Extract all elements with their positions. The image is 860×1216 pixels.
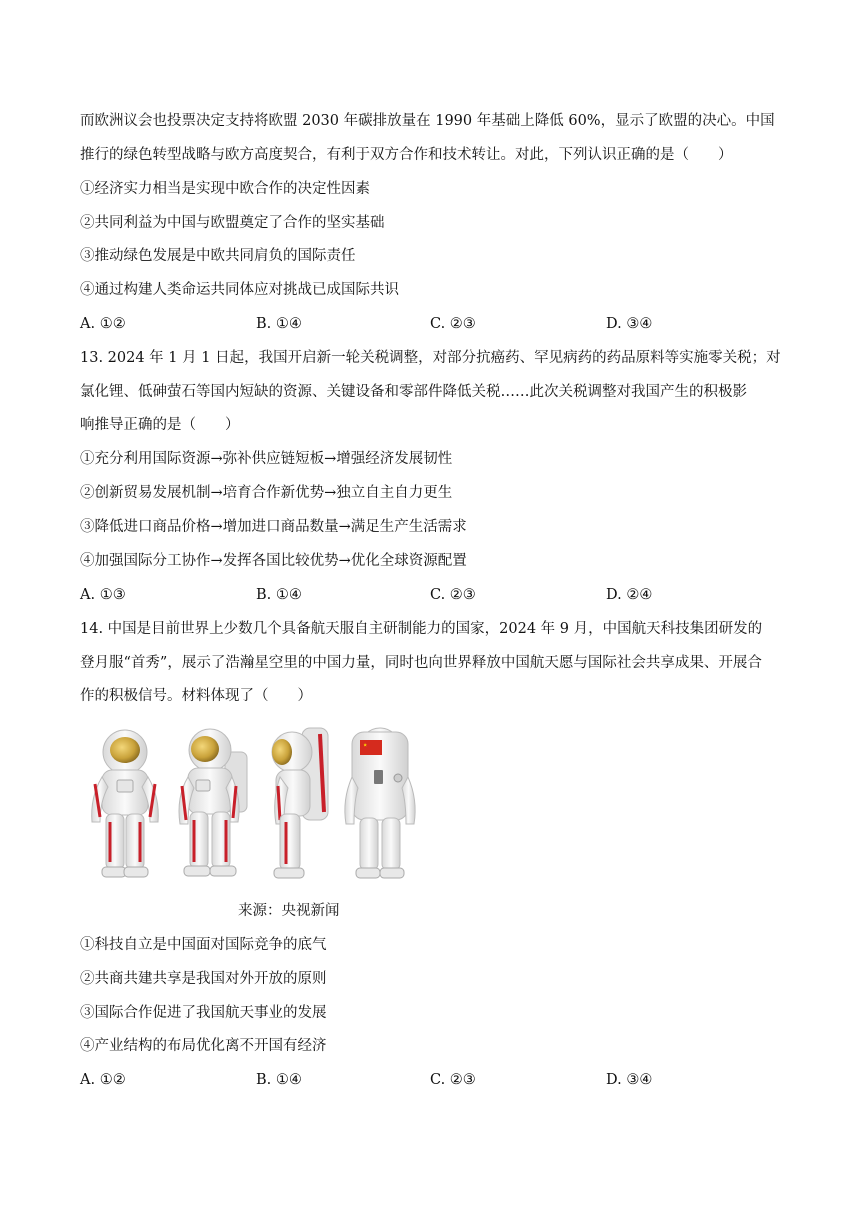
q12-stem-line-2: 推行的绿色转型战略与欧方高度契合，有利于双方合作和技术转让。对此，下列认识正确的是（ ）	[80, 147, 733, 163]
q14-item-4: ④产业结构的布局优化离不开国有经济	[80, 1038, 327, 1054]
q12-option-b[interactable]: B. ①④	[256, 316, 302, 332]
spacesuit-back-view	[345, 728, 415, 878]
q13-option-a[interactable]: A. ①③	[80, 587, 126, 603]
spacesuit-front-view	[92, 730, 159, 877]
q12-item-3: ③推动绿色发展是中欧共同肩负的国际责任	[80, 248, 356, 264]
spacesuit-figure	[80, 722, 420, 882]
q14-stem-line-3: 作的积极信号。材料体现了（ ）	[80, 688, 312, 704]
q14-options	[80, 1070, 780, 1090]
q13-item-1: ①充分利用国际资源→弥补供应链短板→增强经济发展韧性	[80, 451, 453, 467]
spacesuit-angled-view	[179, 729, 247, 876]
q14-option-b[interactable]: B. ①④	[256, 1072, 302, 1088]
q12-item-4: ④通过构建人类命运共同体应对挑战已成国际共识	[80, 282, 399, 298]
q14-item-1: ①科技自立是中国面对国际竞争的底气	[80, 937, 327, 953]
q12-option-d[interactable]: D. ③④	[606, 316, 653, 332]
q13-option-d[interactable]: D. ②④	[606, 587, 653, 603]
q14-option-a[interactable]: A. ①②	[80, 1072, 126, 1088]
q14-stem-line-2: 登月服“首秀”，展示了浩瀚星空里的中国力量，同时也向世界释放中国航天愿与国际社会共享成果、开展合	[80, 655, 762, 671]
q13-option-c[interactable]: C. ②③	[430, 587, 476, 603]
q13-stem-line-2: 氯化锂、低砷萤石等国内短缺的资源、关键设备和零部件降低关税……此次关税调整对我国产生的积极影	[80, 384, 747, 400]
q14-option-d[interactable]: D. ③④	[606, 1072, 653, 1088]
q13-stem-line-3: 响推导正确的是（ ）	[80, 417, 240, 433]
q13-item-2: ②创新贸易发展机制→培育合作新优势→独立自主自力更生	[80, 485, 453, 501]
q14-item-3: ③国际合作促进了我国航天事业的发展	[80, 1005, 327, 1021]
q13-options	[80, 585, 780, 605]
q13-item-3: ③降低进口商品价格→增加进口商品数量→满足生产生活需求	[80, 519, 467, 535]
q12-options	[80, 314, 780, 334]
q12-option-a[interactable]: A. ①②	[80, 316, 126, 332]
q14-item-2: ②共商共建共享是我国对外开放的原则	[80, 971, 327, 987]
q14-option-c[interactable]: C. ②③	[430, 1072, 476, 1088]
q14-stem-line-1: 14. 中国是目前世界上少数几个具备航天服自主研制能力的国家，2024 年 9 月，中国航天科技集团研发的	[80, 621, 763, 637]
q13-option-b[interactable]: B. ①④	[256, 587, 302, 603]
q13-stem-line-1: 13. 2024 年 1 月 1 日起，我国开启新一轮关税调整，对部分抗癌药、罕见病药的药品原料等实施零关税；对	[80, 350, 781, 366]
spacesuit-side-view	[272, 728, 328, 878]
q12-option-c[interactable]: C. ②③	[430, 316, 476, 332]
china-flag-icon	[360, 740, 382, 755]
q12-item-2: ②共同利益为中国与欧盟奠定了合作的坚实基础	[80, 215, 385, 231]
figure-caption: 来源：央视新闻	[238, 903, 340, 919]
q13-item-4: ④加强国际分工协作→发挥各国比较优势→优化全球资源配置	[80, 553, 467, 569]
q12-item-1: ①经济实力相当是实现中欧合作的决定性因素	[80, 181, 370, 197]
q12-stem-line-1: 而欧洲议会也投票决定支持将欧盟 2030 年碳排放量在 1990 年基础上降低 60%，显示了欧盟的决心。中国	[80, 113, 775, 129]
